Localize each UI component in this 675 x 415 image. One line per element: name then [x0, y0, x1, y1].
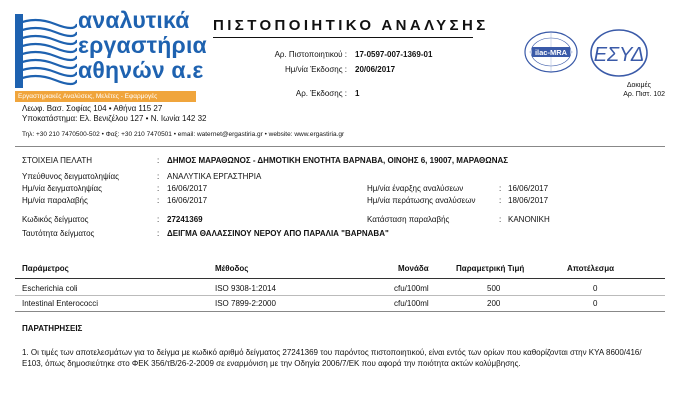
sampling-resp-label: Υπεύθυνος δειγματοληψίας [22, 172, 119, 181]
results-header-method: Μέθοδος [215, 264, 249, 273]
company-address-2: Υποκατάστημα: Ελ. Βενιζέλου 127 • Ν. Ιωνία 142 32 [22, 114, 207, 123]
company-name-line-3: αθηνών α.ε [78, 57, 204, 83]
analysis-end-colon: : [499, 196, 502, 205]
cert-no-label: Αρ. Πιστοποιητικού : [274, 50, 347, 59]
company-tagline: Εργαστηριακές Αναλύσεις, Μελέτες - Εφαρμογές [15, 91, 196, 102]
ilac-mra-text: ilac-MRA [534, 48, 568, 57]
table-row-2-result: 0 [593, 299, 598, 308]
client-colon: : [157, 156, 160, 165]
sample-id-label: Ταυτότητα δείγματος [22, 229, 95, 238]
company-name [78, 8, 207, 83]
results-header-parameter: Παράμετρος [22, 264, 69, 273]
analysis-end-label: Ημ/νία περάτωσης αναλύσεων [367, 196, 476, 205]
table-row-1-param-value: 500 [487, 284, 501, 293]
sampling-resp-colon: : [157, 172, 160, 181]
issue-date-label: Ημ/νία Έκδοσης : [285, 65, 347, 74]
header-divider [15, 146, 665, 147]
client-value: ΔΗΜΟΣ ΜΑΡΑΘΩΝΟΣ - ΔΗΜΟΤΙΚΗ ΕΝΟΤΗΤΑ ΒΑΡΝΑΒΑ, ΟΙΝΟΗΣ 6, 19007, ΜΑΡΑΘΩΝΑΣ [167, 156, 509, 165]
company-name-line-1: αναλυτικά [78, 7, 190, 33]
table-row-2-method: ISO 7899-2:2000 [215, 299, 276, 308]
remarks-heading: ΠΑΡΑΤΗΡΗΣΕΙΣ [22, 324, 83, 333]
remarks-text: 1. Οι τιμές των αποτελεσμάτων για το δείγμα με κωδικό αριθμό δείγματος 27241369 του παρόντος πιστοποιητικού, είναι εντός των ορίων που καθορίζονται στην ΚΥΑ 8600/416/Ε103, όπως δημοσιεύτηκε στο ΦΕΚ 356/τΒ/26-2-2009 σε εναρμόνιση με την Οδηγία 2006/7/ΕΚ που αφορά την ποιότητα ακτών κολύμβησης. [22, 348, 642, 368]
receipt-status-value: ΚΑΝΟΝΙΚΗ [508, 215, 550, 224]
ilac-mra-badge-icon [523, 30, 579, 74]
receipt-date-label: Ημ/νία παραλαβής [22, 196, 88, 205]
accreditation-dokimes: Δοκιμές [626, 82, 651, 89]
results-bottom-rule [15, 311, 665, 312]
client-label: ΣΤΟΙΧΕΙΑ ΠΕΛΑΤΗ [22, 156, 93, 165]
table-row-2-unit: cfu/100ml [394, 299, 429, 308]
table-row-2-param-value: 200 [487, 299, 501, 308]
results-header-rule [15, 278, 665, 279]
table-row-1-parameter: Escherichia coli [22, 284, 78, 293]
table-row-2-parameter: Intestinal Enterococci [22, 299, 99, 308]
table-row-1-method: ISO 9308-1:2014 [215, 284, 276, 293]
receipt-date-value: 16/06/2017 [167, 196, 208, 205]
table-row-1-result: 0 [593, 284, 598, 293]
sampling-date-label: Ημ/νία δειγματοληψίας [22, 184, 103, 193]
accreditation-caption [575, 81, 665, 99]
results-header-result: Αποτέλεσμα [567, 264, 615, 273]
sample-id-value: ΔΕΙΓΜΑ ΘΑΛΑΣΣΙΝΟΥ ΝΕΡΟΥ ΑΠΟ ΠΑΡΑΛΙΑ "ΒΑΡΝΑΒΑ" [167, 229, 389, 238]
esyd-badge-icon [589, 28, 649, 78]
analysis-start-value: 16/06/2017 [508, 184, 549, 193]
analysis-start-colon: : [499, 184, 502, 193]
company-address-1: Λεωφ. Βασ. Σοφίας 104 • Αθήνα 115 27 [22, 104, 163, 113]
edition-value: 1 [355, 89, 360, 98]
results-header-param-value: Παραμετρική Τιμή [456, 264, 525, 273]
company-contacts: Τηλ: +30 210 7470500-502 • Φαξ: +30 210 7470501 • email: waternet@ergastiria.gr • website: www.ergastiria.gr [22, 131, 345, 138]
company-name-line-2: εργαστήρια [78, 32, 207, 58]
receipt-status-label: Κατάσταση παραλαβής [367, 215, 450, 224]
accreditation-cert-no: Αρ. Πιστ. 102 [623, 91, 665, 98]
company-wave-icon [15, 14, 77, 88]
analysis-end-value: 18/06/2017 [508, 196, 549, 205]
document-title: ΠΙΣΤΟΠΟΙΗΤΙΚΟ ΑΝΑΛΥΣΗΣ [213, 17, 489, 34]
sample-code-label: Κωδικός δείγματος [22, 215, 89, 224]
receipt-date-colon: : [157, 196, 160, 205]
sampling-date-value: 16/06/2017 [167, 184, 208, 193]
sampling-resp-value: ΑΝΑΛΥΤΙΚΑ ΕΡΓΑΣΤΗΡΙΑ [167, 172, 262, 181]
edition-label: Αρ. Έκδοσης : [295, 89, 347, 98]
esyd-text: ΕΣΥΔ [593, 44, 645, 66]
table-row-1-unit: cfu/100ml [394, 284, 429, 293]
analysis-start-label: Ημ/νία έναρξης αναλύσεων [367, 184, 464, 193]
cert-no-value: 17-0597-007-1369-01 [355, 50, 433, 59]
title-underline [213, 37, 473, 38]
sampling-date-colon: : [157, 184, 160, 193]
receipt-status-colon: : [499, 215, 502, 224]
sample-code-colon: : [157, 215, 160, 224]
results-header-unit: Μονάδα [398, 264, 429, 273]
sample-id-colon: : [157, 229, 160, 238]
sample-code-value: 27241369 [167, 215, 203, 224]
results-row-rule [15, 295, 665, 296]
issue-date-value: 20/06/2017 [355, 65, 396, 74]
